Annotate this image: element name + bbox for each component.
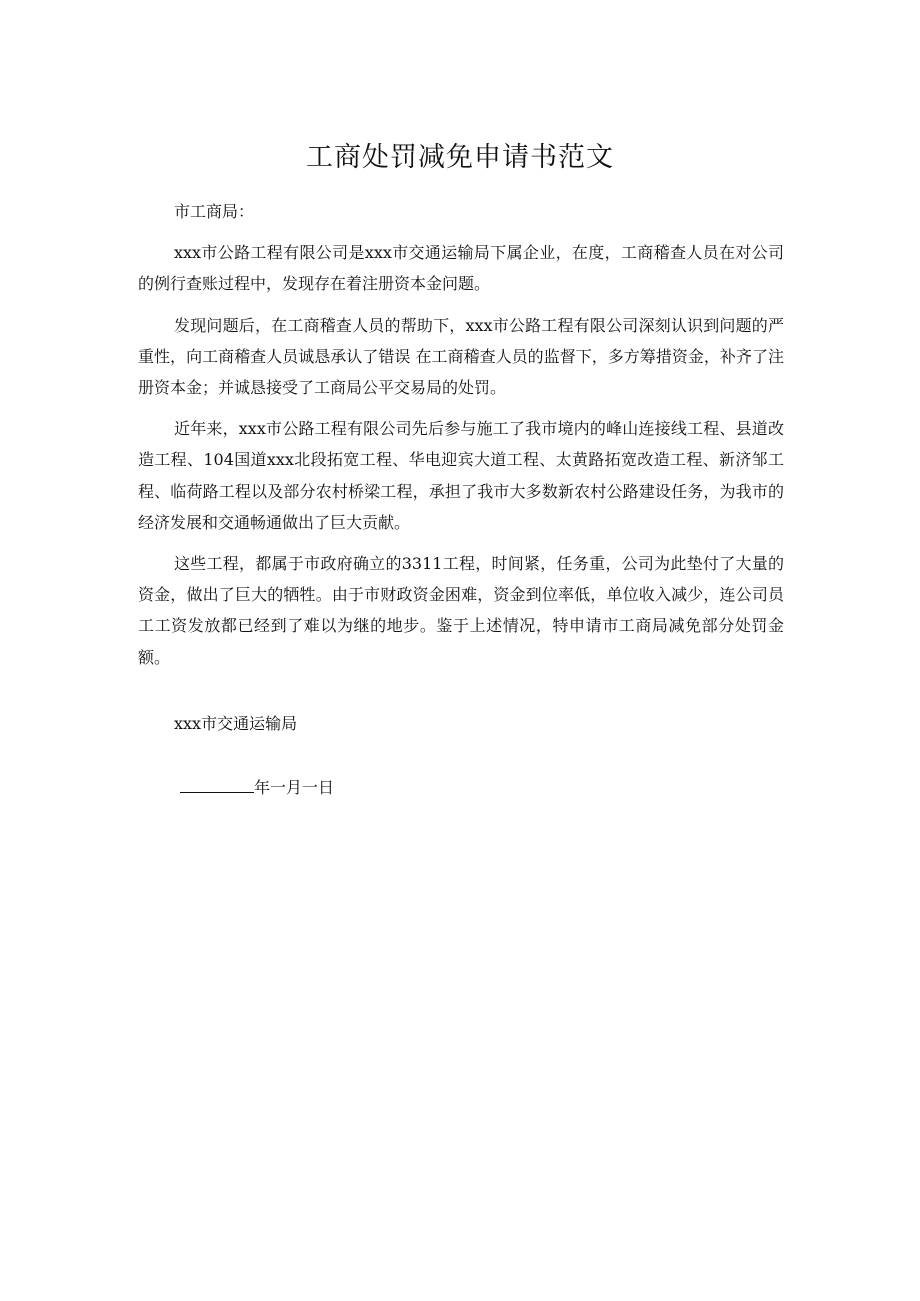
signature-date-line <box>180 772 334 803</box>
signature-organization: xxx市交通运输局 <box>174 714 298 733</box>
date-blank-underline <box>180 774 254 793</box>
date-text: 年一月一日 <box>254 778 335 797</box>
letter-body <box>138 196 784 683</box>
paragraph-3: 近年来，xxx市公路工程有限公司先后参与施工了我市境内的峰山连接线工程、县道改造工程、104国道xxx北段拓宽工程、华电迎宾大道工程、太黄路拓宽改造工程、新济邹工程、临荷路工程以及部分农村桥梁工程，承担了我市大多数新农村公路建设任务，为我市的经济发展和交通畅通做出了巨大贡献。 <box>138 419 784 532</box>
paragraph-2: 发现问题后，在工商稽查人员的帮助下，xxx市公路工程有限公司深刻认识到问题的严重性，向工商稽查人员诚恳承认了错误 在工商稽查人员的监督下，多方筹措资金，补齐了注册资本金；并诚恳接受了工商局公平交易局的处罚。 <box>138 315 784 398</box>
document-title: 工商处罚减免申请书范文 <box>306 142 614 173</box>
salutation: 市工商局： <box>174 202 255 221</box>
paragraph-1: xxx市公路工程有限公司是xxx市交通运输局下属企业，在度，工商稽查人员在对公司的例行查账过程中，发现存在着注册资本金问题。 <box>138 243 784 294</box>
paragraph-4: 这些工程，都属于市政府确立的3311工程，时间紧，任务重，公司为此垫付了大量的资金，做出了巨大的牺牲。由于市财政资金困难，资金到位率低，单位收入减少，连公司员工工资发放都已经到了难以为继的地步。鉴于上述情况，特申请市工商局减免部分处罚金额。 <box>138 554 784 667</box>
